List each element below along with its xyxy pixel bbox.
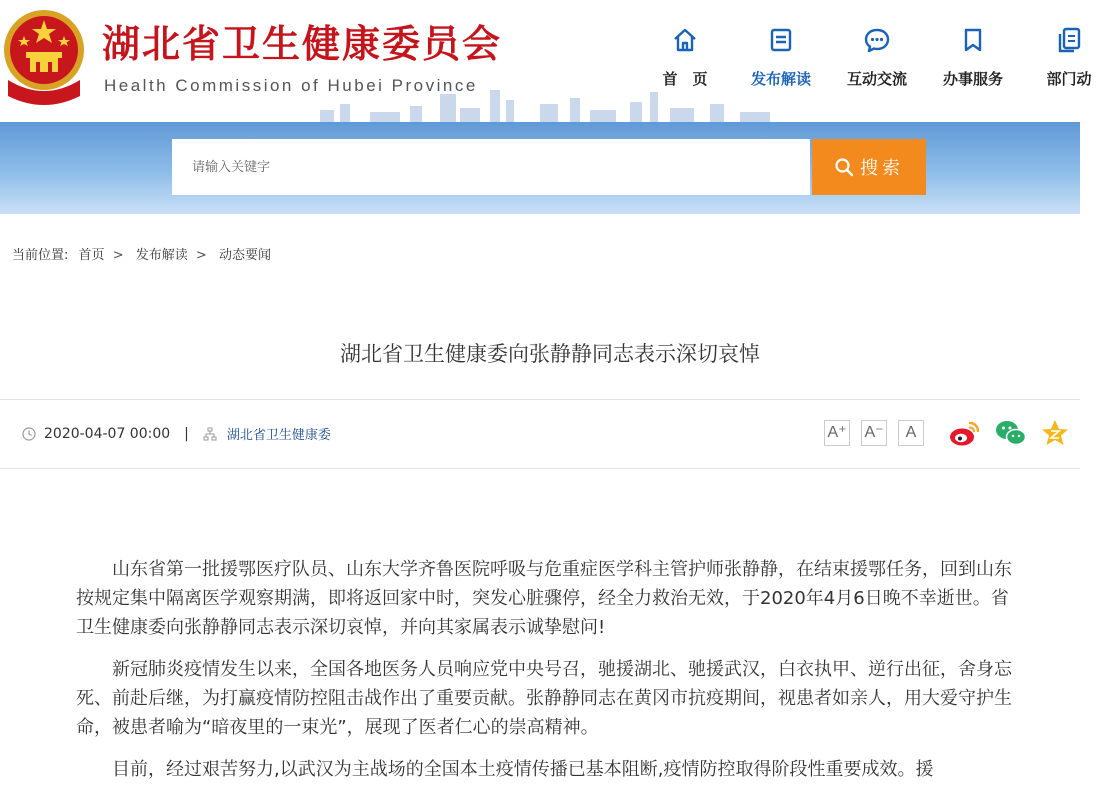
nav-department-label: 部门动 bbox=[1046, 70, 1092, 88]
search-button-label: 搜索 bbox=[860, 158, 904, 179]
search-button[interactable] bbox=[812, 139, 926, 195]
breadcrumb-home[interactable]: 首页 bbox=[78, 248, 105, 263]
nav-home-label: 首 页 bbox=[662, 70, 708, 88]
nav-release-label: 发布解读 bbox=[750, 70, 811, 88]
meta-divider: | bbox=[184, 425, 189, 442]
nav-home[interactable] bbox=[640, 26, 730, 89]
nav-services[interactable] bbox=[928, 26, 1018, 89]
weibo-icon[interactable] bbox=[948, 418, 982, 448]
nav-release-interpretation[interactable] bbox=[736, 26, 826, 89]
wechat-icon[interactable] bbox=[994, 418, 1028, 448]
article-paragraph: 目前，经过艰苦努力,以武汉为主战场的全国本土疫情传播已基本阻断,疫情防控取得阶段性重要成效。援 bbox=[112, 759, 934, 780]
search-banner bbox=[0, 122, 1080, 214]
breadcrumb-news[interactable]: 动态要闻 bbox=[218, 248, 271, 263]
article-body bbox=[76, 555, 1026, 797]
font-size-decrease-button[interactable]: A⁻ bbox=[861, 420, 887, 446]
breadcrumb-separator: > bbox=[112, 248, 124, 263]
nav-department[interactable] bbox=[1024, 26, 1114, 89]
article-title: 湖北省卫生健康委向张静静同志表示深切哀悼 bbox=[340, 342, 760, 366]
site-subtitle: Health Commission of Hubei Province bbox=[104, 76, 478, 95]
search-icon bbox=[834, 157, 854, 177]
home-icon bbox=[671, 26, 699, 54]
chat-bubble-icon bbox=[863, 26, 891, 54]
article-source: 湖北省卫生健康委 bbox=[226, 428, 331, 443]
article-meta-bar bbox=[0, 399, 1080, 469]
article-paragraph: 山东省第一批援鄂医疗队员、山东大学齐鲁医院呼吸与危重症医学科主管护师张静静，在结束援鄂任务，回到山东按规定集中隔离医学观察期满，即将返回家中时，突发心脏骤停，经全力救治无效，于2020年4月6日晚不幸逝世。省卫生健康委向张静静同志表示深切哀悼，并向其家属表示诚挚慰问! bbox=[76, 559, 1012, 638]
breadcrumb-release[interactable]: 发布解读 bbox=[135, 248, 188, 263]
bookmark-icon bbox=[959, 26, 987, 54]
pages-icon bbox=[1055, 26, 1083, 54]
site-title: 湖北省卫生健康委员会 bbox=[102, 21, 503, 66]
breadcrumb-prefix: 当前位置: bbox=[12, 248, 69, 263]
national-emblem-logo bbox=[0, 6, 88, 110]
article-meta-info bbox=[22, 424, 331, 443]
nav-interaction-label: 互动交流 bbox=[846, 70, 907, 88]
font-size-increase-button[interactable]: A⁺ bbox=[824, 420, 850, 446]
org-structure-icon bbox=[203, 427, 217, 441]
breadcrumb bbox=[12, 244, 271, 263]
breadcrumb-separator: > bbox=[195, 248, 207, 263]
clock-icon bbox=[22, 427, 36, 441]
site-header bbox=[0, 0, 1092, 122]
favorite-star-icon[interactable] bbox=[1040, 418, 1070, 448]
nav-interaction[interactable] bbox=[832, 26, 922, 89]
search-input[interactable] bbox=[172, 139, 810, 195]
article-paragraph: 新冠肺炎疫情发生以来，全国各地医务人员响应党中央号召，驰援湖北、驰援武汉，白衣执甲、逆行出征，舍身忘死、前赴后继，为打赢疫情防控阻击战作出了重要贡献。张静静同志在黄冈市抗疫期间，视患者如亲人，用大爱守护生命，被患者喻为“暗夜里的一束光”，展现了医者仁心的崇高精神。 bbox=[76, 659, 1012, 738]
article-date: 2020-04-07 00:00 bbox=[44, 425, 171, 442]
font-size-default-button[interactable]: A bbox=[898, 420, 924, 446]
nav-services-label: 办事服务 bbox=[942, 70, 1003, 88]
document-icon bbox=[767, 26, 795, 54]
